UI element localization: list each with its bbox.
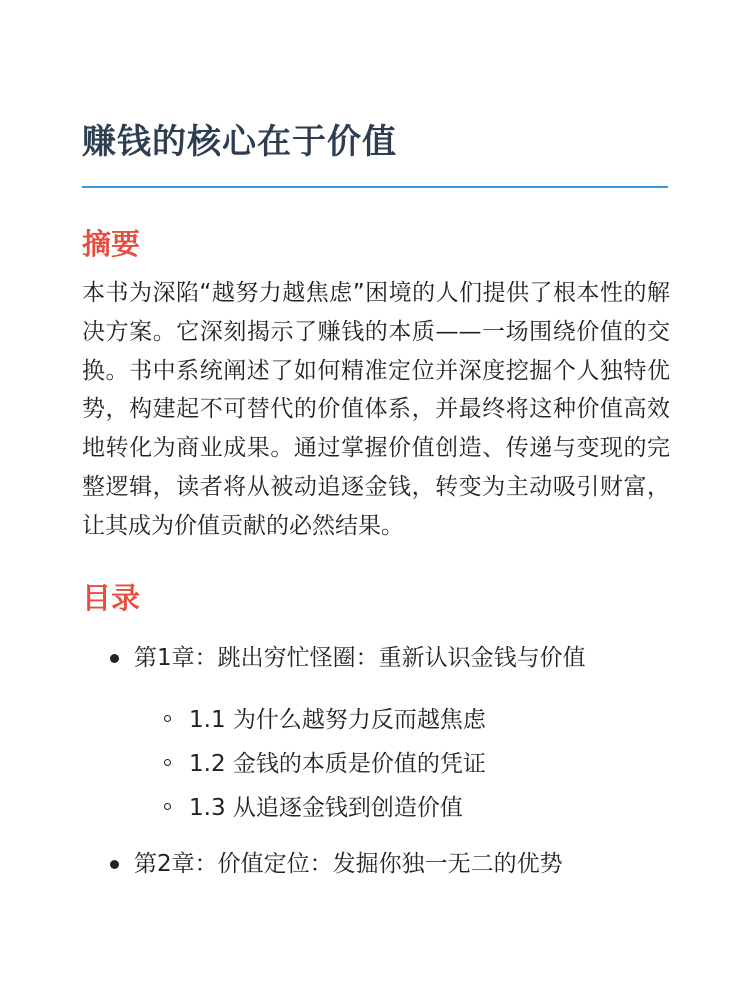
circle-bullet-icon xyxy=(164,803,171,810)
disc-bullet-icon xyxy=(110,860,119,869)
chapter-label: 第1章：跳出穷忙怪圈：重新认识金钱与价值 xyxy=(134,644,586,671)
toc-section-1-1 xyxy=(82,698,668,742)
summary-heading: 摘要 xyxy=(82,227,141,261)
toc-section-1-2 xyxy=(82,742,668,786)
chapter-1-sections xyxy=(134,698,668,830)
chapter-label: 第2章：价值定位：发掘你独一无二的优势 xyxy=(134,850,563,877)
circle-bullet-icon xyxy=(164,715,171,722)
summary-paragraph: 本书为深陷“越努力越焦虑”困境的人们提供了根本性的解决方案。它深刻揭示了赚钱的本质——一场围绕价值的交换。书中系统阐述了如何精准定位并深度挖掘个人独特优势，构建起不可替代的价值体系，并最终将这种价值高效地转化为商业成果。通过掌握价值创造、传递与变现的完整逻辑，读者将从被动追逐金钱，转变为主动吸引财富，让其成为价值贡献的必然结果。 xyxy=(82,280,670,539)
table-of-contents xyxy=(82,638,668,884)
page-title: 赚钱的核心在于价值 xyxy=(82,122,397,162)
title-divider xyxy=(82,186,668,188)
section-label: 1.2 金钱的本质是价值的凭证 xyxy=(189,750,486,777)
toc-chapter-1 xyxy=(82,638,668,830)
toc-section-1-3 xyxy=(82,786,668,830)
section-label: 1.1 为什么越努力反而越焦虑 xyxy=(189,706,486,733)
disc-bullet-icon xyxy=(110,654,119,663)
toc-chapter-2 xyxy=(82,844,668,884)
circle-bullet-icon xyxy=(164,759,171,766)
toc-heading: 目录 xyxy=(82,580,141,615)
section-label: 1.3 从追逐金钱到创造价值 xyxy=(189,794,463,821)
